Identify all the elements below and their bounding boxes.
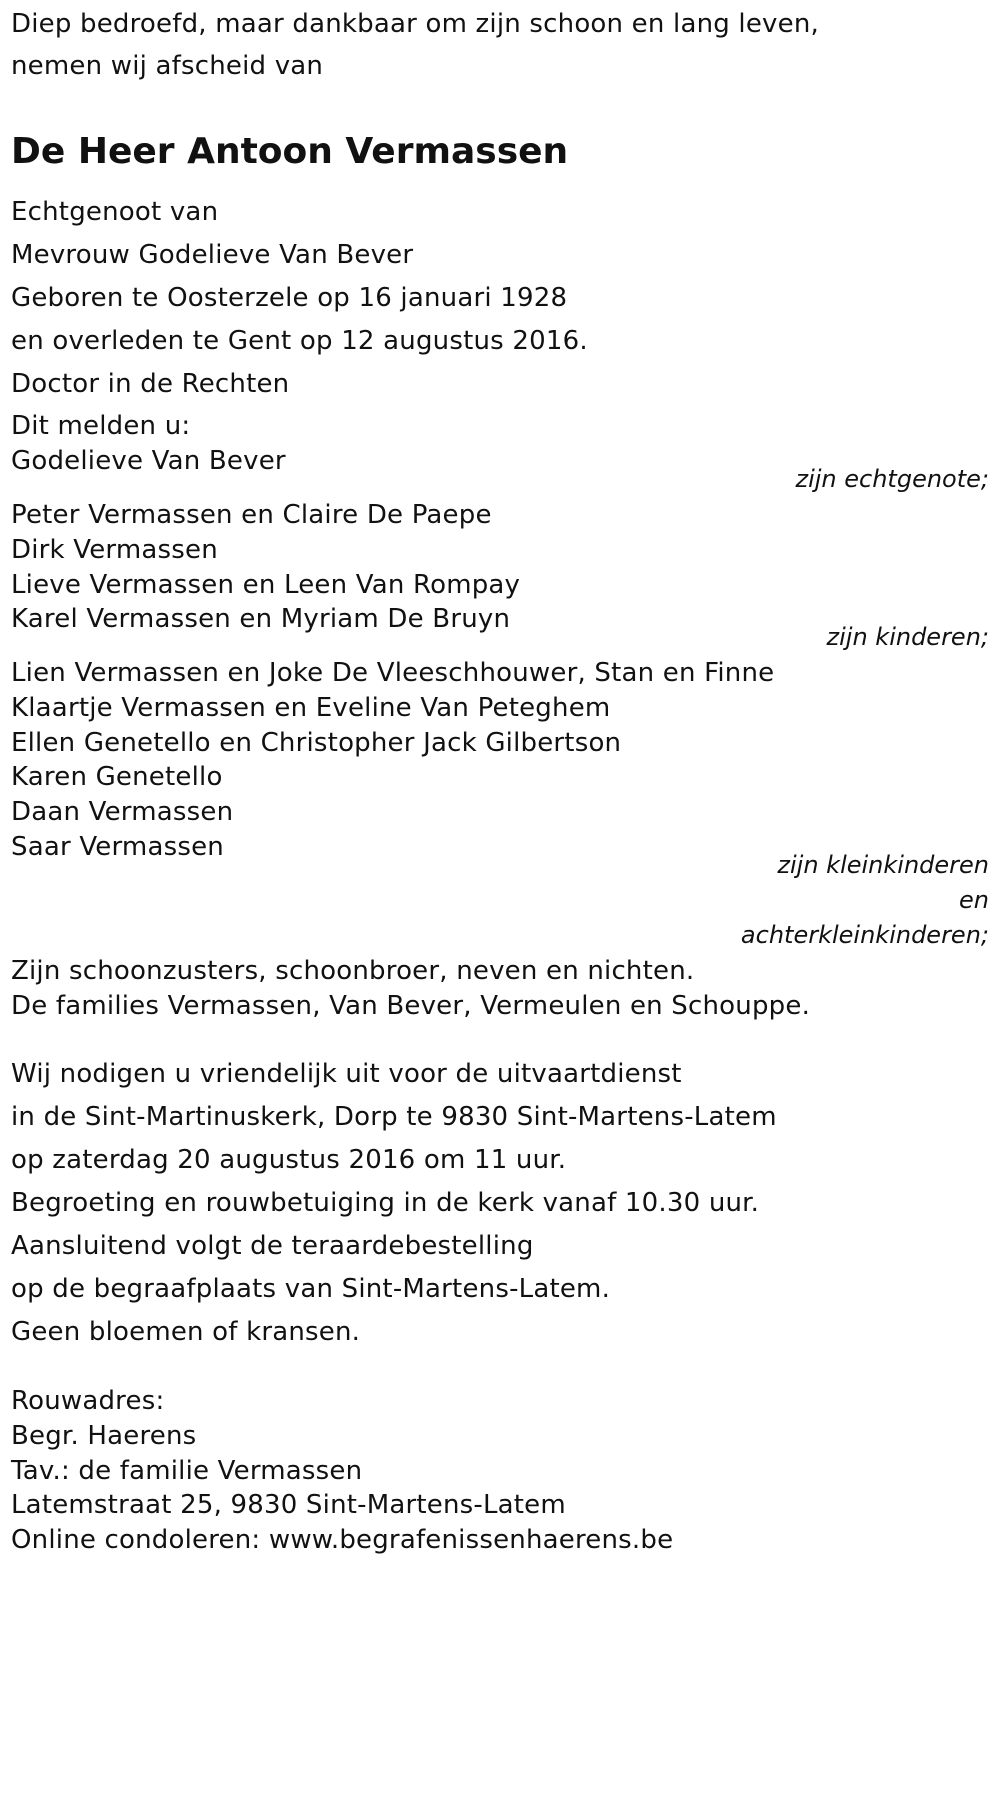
intro-line: nemen wij afscheid van <box>11 51 324 81</box>
detail-line: Mevrouw Godelieve Van Bever <box>11 240 414 270</box>
detail-line: en overleden te Gent op 12 augustus 2016. <box>11 326 588 356</box>
address-line: Begr. Haerens <box>11 1421 197 1451</box>
intro-line: Diep bedroefd, maar dankbaar om zijn schoon en lang leven, <box>11 9 819 39</box>
deceased-name: De Heer Antoon Vermassen <box>11 131 569 172</box>
service-line: Geen bloemen of kransen. <box>11 1317 361 1347</box>
grandchild-name: Daan Vermassen <box>11 797 234 827</box>
grandchildren-role: zijn kleinkinderen <box>777 851 989 879</box>
address-line: Online condoleren: www.begrafenissenhaerens.be <box>11 1525 674 1555</box>
spouse-name: Godelieve Van Bever <box>11 446 286 476</box>
service-line: Wij nodigen u vriendelijk uit voor de uitvaartdienst <box>11 1059 682 1089</box>
child-name: Peter Vermassen en Claire De Paepe <box>11 500 492 530</box>
detail-line: Echtgenoot van <box>11 197 219 227</box>
grandchild-name: Klaartje Vermassen en Eveline Van Peteghem <box>11 693 611 723</box>
address-line: Latemstraat 25, 9830 Sint-Martens-Latem <box>11 1490 566 1520</box>
spouse-role: zijn echtgenote; <box>795 465 989 493</box>
family-line: De families Vermassen, Van Bever, Vermeulen en Schouppe. <box>11 991 811 1021</box>
service-line: op zaterdag 20 augustus 2016 om 11 uur. <box>11 1145 567 1175</box>
family-line: Zijn schoonzusters, schoonbroer, neven en nichten. <box>11 956 695 986</box>
detail-line: Doctor in de Rechten <box>11 369 290 399</box>
child-name: Lieve Vermassen en Leen Van Rompay <box>11 570 521 600</box>
grandchildren-role: en <box>959 886 989 914</box>
grandchildren-role: achterkleinkinderen; <box>740 921 989 949</box>
detail-line: Geboren te Oosterzele op 16 januari 1928 <box>11 283 568 313</box>
address-line: Tav.: de familie Vermassen <box>11 1456 363 1486</box>
detail-line: Dit melden u: <box>11 411 191 441</box>
child-name: Karel Vermassen en Myriam De Bruyn <box>11 604 511 634</box>
grandchild-name: Lien Vermassen en Joke De Vleeschhouwer, Stan en Finne <box>11 658 775 688</box>
service-line: Aansluitend volgt de teraardebestelling <box>11 1231 534 1261</box>
service-line: in de Sint-Martinuskerk, Dorp te 9830 Sint-Martens-Latem <box>11 1102 777 1132</box>
child-name: Dirk Vermassen <box>11 535 218 565</box>
grandchild-name: Saar Vermassen <box>11 832 224 862</box>
grandchild-name: Ellen Genetello en Christopher Jack Gilbertson <box>11 728 622 758</box>
children-role: zijn kinderen; <box>826 623 989 651</box>
service-line: Begroeting en rouwbetuiging in de kerk vanaf 10.30 uur. <box>11 1188 760 1218</box>
address-line: Rouwadres: <box>11 1386 165 1416</box>
service-line: op de begraafplaats van Sint-Martens-Latem. <box>11 1274 611 1304</box>
grandchild-name: Karen Genetello <box>11 762 223 792</box>
